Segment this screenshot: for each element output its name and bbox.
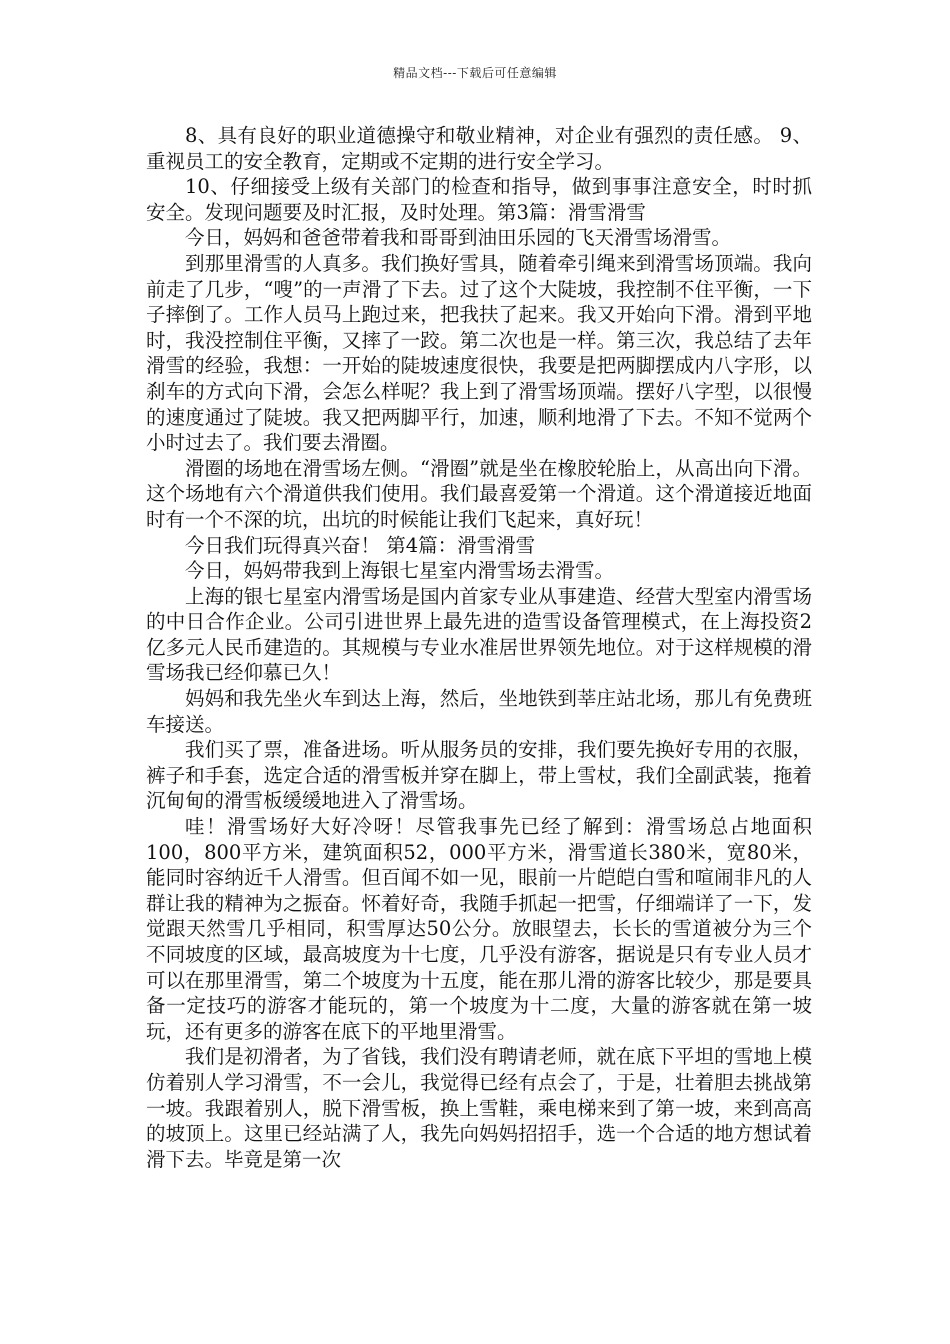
paragraph: 我们是初滑者，为了省钱，我们没有聘请老师，就在底下平坦的雪地上模仿着别人学习滑雪，不一会儿，我觉得已经有点会了，于是，壮着胆去挑战第一坡。我跟着别人，脱下滑雪板，换上雪鞋，乘电梯来到了第一坡，来到高高的坡顶上。这里已经站满了人，我先向妈妈招招手，选一个合适的地方想试着滑下去。毕竟是第一次	[146, 1045, 812, 1171]
paragraph: 滑圈的场地在滑雪场左侧。“滑圈”就是坐在橡胶轮胎上，从高出向下滑。这个场地有六个滑道供我们使用。我们最喜爱第一个滑道。这个滑道接近地面时有一个不深的坑，出坑的时候能让我们飞起来，真好玩！	[146, 456, 812, 531]
paragraph: 哇！滑雪场好大好冷呀！尽管我事先已经了解到：滑雪场总占地面积100，800平方米，建筑面积52，000平方米，滑雪道长380米，宽80米，能同时容纳近千人滑雪。但百闻不如一见，眼前一片皑皑白雪和喧闹非凡的人群让我的精神为之振奋。怀着好奇，我随手抓起一把雪，仔细端详了一下，发觉跟天然雪几乎相同，积雪厚达50公分。放眼望去，长长的雪道被分为三个不同坡度的区域，最高坡度为十七度，几乎没有游客，据说是只有专业人员才可以在那里滑雪，第二个坡度为十五度，能在那儿滑的游客比较少，那是要具备一定技巧的游客才能玩的，第一个坡度为十二度，大量的游客就在第一坡玩，还有更多的游客在底下的平地里滑雪。	[146, 815, 812, 1043]
paragraph: 今日，妈妈和爸爸带着我和哥哥到油田乐园的飞天滑雪场滑雪。	[185, 226, 732, 250]
paragraph: 10、仔细接受上级有关部门的检查和指导，做到事事注意安全，时时抓安全。发现问题要及时汇报，及时处理。第3篇：滑雪滑雪	[146, 175, 812, 224]
paragraph: 上海的银七星室内滑雪场是国内首家专业从事建造、经营大型室内滑雪场的中日合作企业。公司引进世界上最先进的造雪设备管理模式，在上海投资2亿多元人民币建造的。其规模与专业水准居世界领先地位。对于这样规模的滑雪场我已经仰慕已久！	[146, 584, 812, 685]
paragraph: 我们买了票，准备进场。听从服务员的安排，我们要先换好专用的衣服，裤子和手套，选定合适的滑雪板并穿在脚上，带上雪杖，我们全副武装，拖着沉甸甸的滑雪板缓缓地进入了滑雪场。	[146, 738, 812, 813]
document-body	[146, 123, 812, 1172]
page-header: 精品文档---下载后可任意编辑	[393, 66, 557, 80]
paragraph: 今日我们玩得真兴奋！ 第4篇：滑雪滑雪	[185, 533, 536, 557]
paragraph: 到那里滑雪的人真多。我们换好雪具，随着牵引绳来到滑雪场顶端。我向前走了几步，“嗖”的一声滑了下去。过了这个大陡坡，我控制不住平衡，一下子摔倒了。工作人员马上跑过来，把我扶了起来。我又开始向下滑。滑到平地时，我没控制住平衡，又摔了一跤。第二次也是一样。第三次，我总结了去年滑雪的经验，我想：一开始的陡坡速度很快，我要是把两脚摆成内八字形，以刹车的方式向下滑，会怎么样呢？我上到了滑雪场顶端。摆好八字型，以很慢的速度通过了陡坡。我又把两脚平行，加速，顺利地滑了下去。不知不觉两个小时过去了。我们要去滑圈。	[146, 251, 812, 455]
paragraph: 妈妈和我先坐火车到达上海，然后，坐地铁到莘庄站北场，那儿有免费班车接送。	[146, 687, 812, 736]
paragraph: 8、具有良好的职业道德操守和敬业精神，对企业有强烈的责任感。 9、重视员工的安全教育，定期或不定期的进行安全学习。	[146, 124, 812, 173]
paragraph: 今日，妈妈带我到上海银七星室内滑雪场去滑雪。	[185, 559, 615, 583]
